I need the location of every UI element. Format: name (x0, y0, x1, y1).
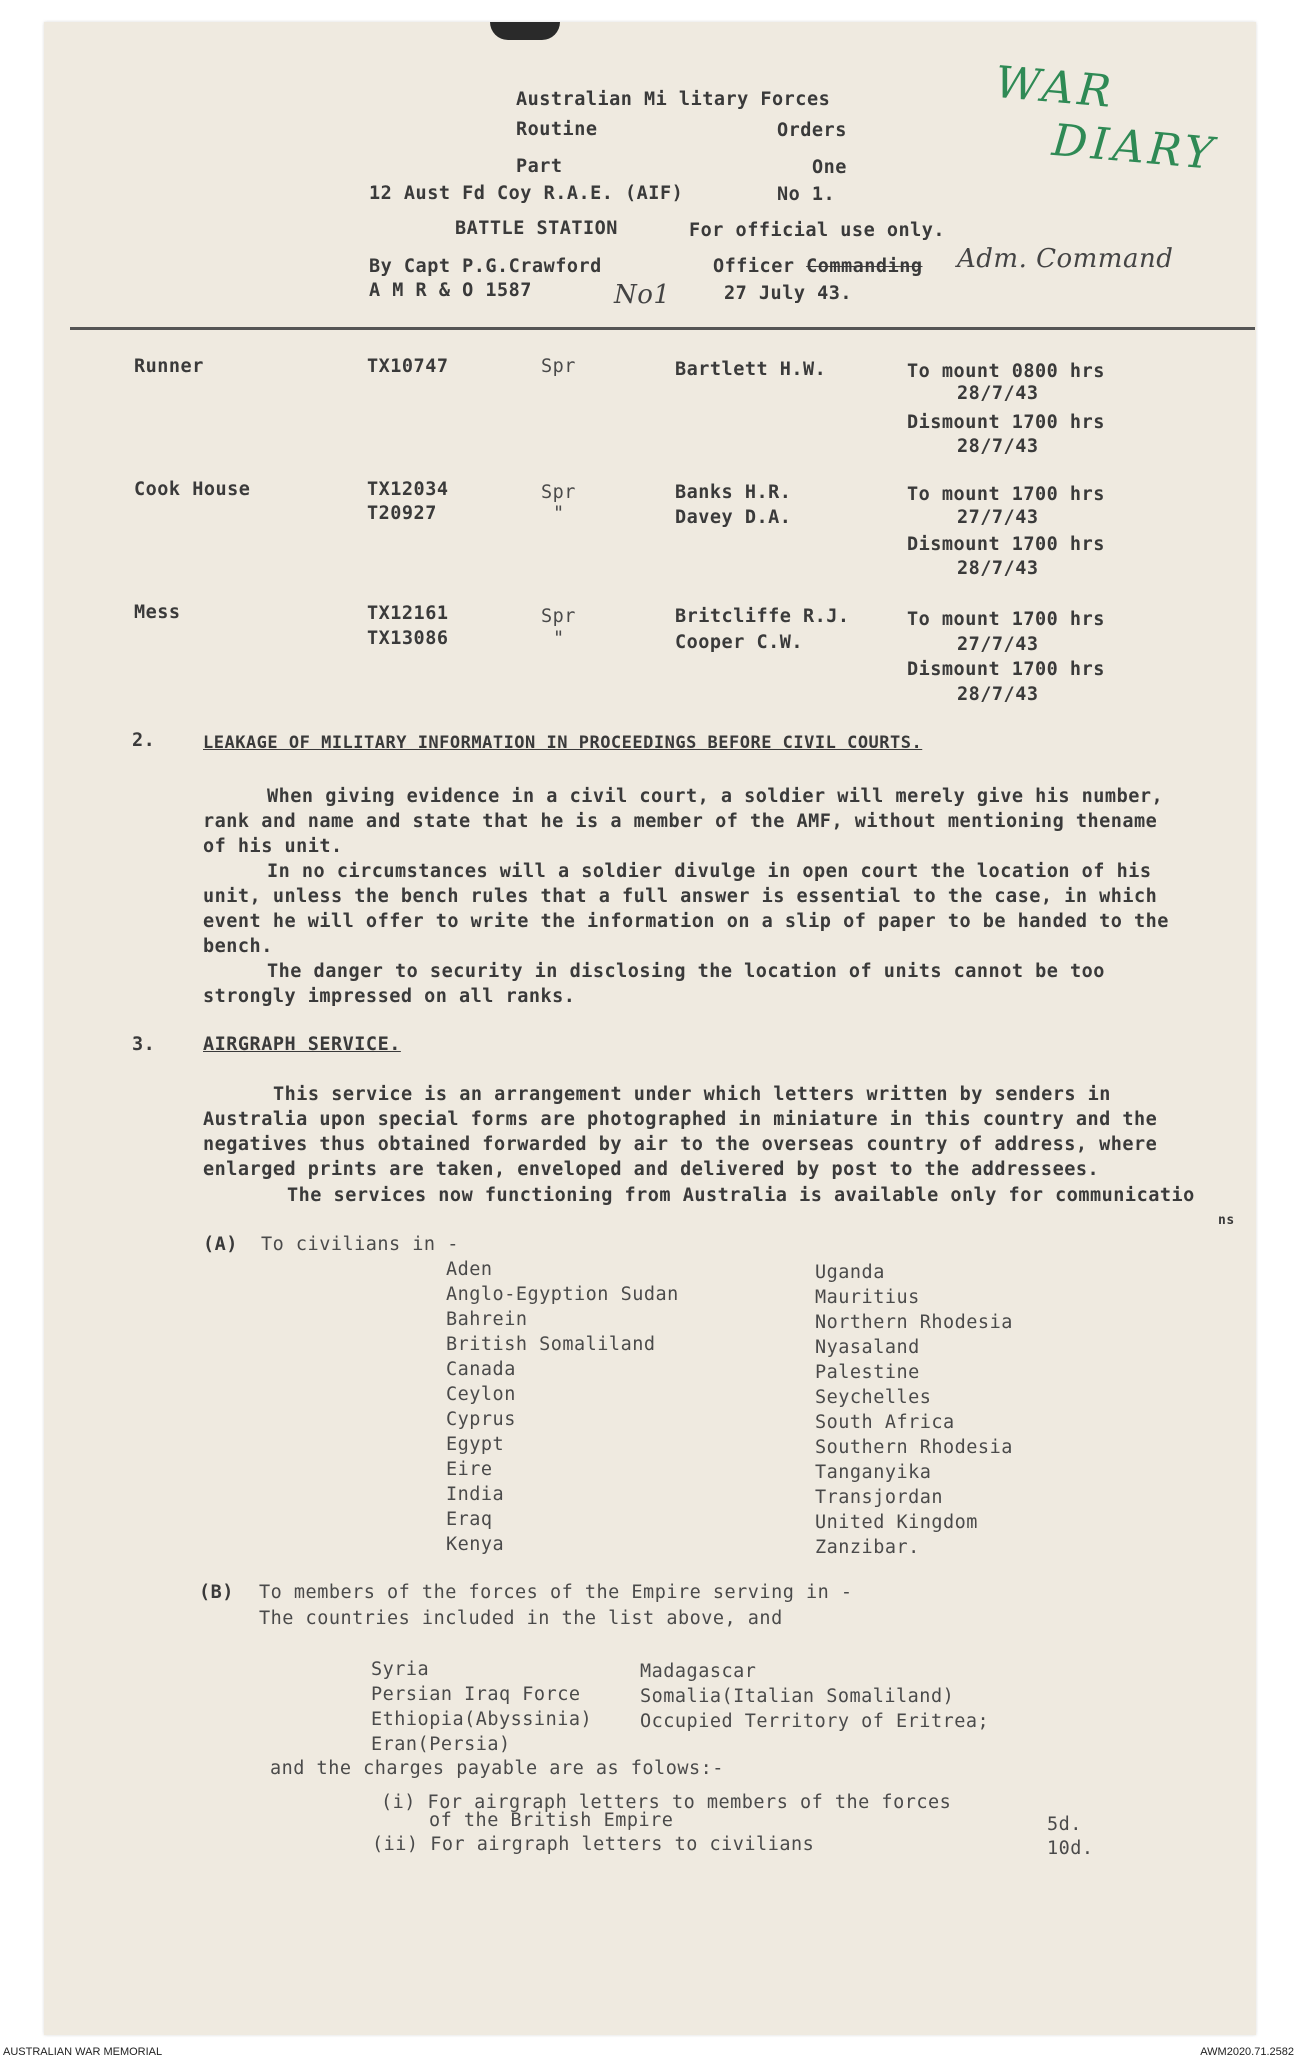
duty-time: 28/7/43 (957, 684, 1039, 705)
duty-time: Dismount 1700 hrs (907, 659, 1105, 680)
duty-role: Mess (134, 602, 181, 623)
country-item: Tanganyika (815, 1462, 932, 1483)
footer-source: AUSTRALIAN WAR MEMORIAL (3, 2046, 163, 2058)
header-author: By Capt P.G.Crawford (369, 256, 602, 277)
section-2-paragraph: When giving evidence in a civil court, a soldier will merely give his number, rank and name and state that he is a member of the AMF, without mentioning thename of his unit. (203, 786, 1164, 857)
footer-reference: AWM2020.71.2582 (1200, 2046, 1294, 2058)
country-item: Aden (446, 1259, 493, 1280)
country-item: Palestine (815, 1362, 920, 1383)
territory-item: Persian Iraq Force (371, 1684, 581, 1705)
header-part: Part (516, 156, 563, 177)
list-b-text: To members of the forces of the Empire serving in - (259, 1582, 853, 1603)
header-one: One (812, 157, 847, 178)
country-item: Eraq (446, 1509, 493, 1530)
duty-number: TX10747 (367, 356, 449, 377)
charge-1-price: 5d. (1047, 1814, 1082, 1835)
ink-blot (490, 22, 560, 40)
country-item: Mauritius (815, 1287, 920, 1308)
duty-time: Dismount 1700 hrs (907, 412, 1105, 433)
duty-time: 28/7/43 (957, 558, 1039, 579)
duty-time: To mount 1700 hrs (907, 484, 1105, 505)
header-divider (70, 327, 1255, 330)
section-3-paragraph: This service is an arrangement under which letters written by senders in Australia upon special forms are photographed in miniature in this country and the negatives thus obtained forwarded by air to the overseas country of address, where enlarged prints are taken, enveloped and delivered by post to the addressees. (203, 1084, 1158, 1180)
struck-commanding: Commanding (806, 256, 923, 277)
duty-number: T20927 (367, 503, 437, 524)
duty-number: TX12034 (367, 479, 449, 500)
duty-name: Davey D.A. (675, 507, 792, 528)
country-item: Cyprus (446, 1409, 516, 1430)
country-item: Northern Rhodesia (815, 1312, 1013, 1333)
country-item: South Africa (815, 1412, 955, 1433)
duty-time: 27/7/43 (957, 634, 1039, 655)
handwritten-adm-command: Adm. Command (957, 244, 1174, 274)
duty-name: Cooper C.W. (675, 632, 804, 653)
charges-intro: and the charges payable are as folows:- (270, 1758, 724, 1779)
country-item: Transjordan (815, 1487, 944, 1508)
duty-rank: Spr (541, 606, 576, 627)
handwritten-number: No1 (614, 280, 671, 310)
country-item: United Kingdom (815, 1512, 978, 1533)
country-item: Bahrein (446, 1309, 528, 1330)
duty-name: Banks H.R. (675, 482, 792, 503)
country-item: Kenya (446, 1534, 505, 1555)
country-item: Seychelles (815, 1387, 932, 1408)
country-item: India (446, 1484, 505, 1505)
section-3-number: 3. (132, 1034, 156, 1055)
duty-time: 28/7/43 (957, 383, 1039, 404)
war-stamp: WAR (993, 56, 1117, 119)
charge-1-continued: of the British Empire (429, 1810, 674, 1831)
territory-item: Ethiopia(Abyssinia) (371, 1709, 593, 1730)
header-battle-station: BATTLE STATION (455, 218, 618, 239)
territory-item: Eran(Persia) (371, 1734, 511, 1755)
country-item: Zanzibar. (815, 1537, 920, 1558)
diary-stamp: DIARY (1050, 114, 1220, 181)
header-amr: A M R & O 1587 (369, 280, 532, 301)
country-item: Canada (446, 1359, 516, 1380)
duty-role: Cook House (134, 479, 251, 500)
duty-role: Runner (134, 356, 204, 377)
section-2-number: 2. (132, 730, 156, 751)
duty-name: Britcliffe R.J. (675, 606, 850, 627)
territory-item: Somalia(Italian Somaliland) (640, 1686, 955, 1707)
country-item: Anglo-Egyption Sudan (446, 1284, 679, 1305)
country-item: Eire (446, 1459, 493, 1480)
duty-rank: Spr (541, 356, 576, 377)
duty-number: TX13086 (367, 628, 449, 649)
duty-rank: " (553, 503, 565, 524)
header-orders: Orders (777, 120, 847, 141)
section-2-paragraph: The danger to security in disclosing the location of units cannot be too strongly impressed on all ranks. (203, 961, 1105, 1007)
header-unit: 12 Aust Fd Coy R.A.E. (AIF) (369, 183, 684, 204)
header-date: 27 July 43. (724, 283, 853, 304)
list-a-label: (A) (203, 1234, 238, 1255)
duty-rank: " (553, 628, 565, 649)
section-3-heading: AIRGRAPH SERVICE. (203, 1034, 401, 1055)
duty-time: Dismount 1700 hrs (907, 534, 1105, 555)
country-item: Uganda (815, 1262, 885, 1283)
country-item: Egypt (446, 1434, 505, 1455)
duty-rank: Spr (541, 482, 576, 503)
header-official-use: For official use only. (689, 220, 946, 241)
country-item: British Somaliland (446, 1334, 656, 1355)
duty-time: To mount 1700 hrs (907, 609, 1105, 630)
charge-2-price: 10d. (1047, 1838, 1094, 1859)
list-a-text: To civilians in - (261, 1234, 459, 1255)
section-2-heading: LEAKAGE OF MILITARY INFORMATION IN PROCEEDINGS BEFORE CIVIL COURTS. (203, 733, 923, 753)
territory-item: Syria (371, 1659, 430, 1680)
list-b-label: (B) (199, 1582, 234, 1603)
territory-item: Madagascar (640, 1661, 757, 1682)
charge-2: (ii) For airgraph letters to civilians (372, 1834, 815, 1855)
continuation-ns: ns (1218, 1213, 1235, 1228)
country-item: Southern Rhodesia (815, 1437, 1013, 1458)
duty-time: 28/7/43 (957, 436, 1039, 457)
document-sheet (44, 22, 1256, 2035)
country-item: Nyasaland (815, 1337, 920, 1358)
duty-time: 27/7/43 (957, 507, 1039, 528)
header-officer: Officer Commanding (713, 256, 923, 277)
duty-name: Bartlett H.W. (675, 359, 827, 380)
header-title: Australian Mi litary Forces (516, 89, 831, 110)
section-3-paragraph-2: The services now functioning from Australia is available only for communicatio (287, 1185, 1195, 1206)
duty-number: TX12161 (367, 603, 449, 624)
section-2-paragraph: In no circumstances will a soldier divulge in open court the location of his unit, unless the bench rules that a full answer is essential to the case, in which event he will offer to write the information on a slip of paper to be handed to the bench. (203, 861, 1169, 957)
header-order-number: No 1. (777, 184, 836, 205)
duty-time: To mount 0800 hrs (907, 361, 1105, 382)
charge-1: (i) For airgraph letters to members of the forces (381, 1792, 952, 1813)
list-b-text: The countries included in the list above, and (259, 1608, 783, 1629)
territory-item: Occupied Territory of Eritrea; (640, 1711, 990, 1732)
header-routine: Routine (516, 119, 598, 140)
country-item: Ceylon (446, 1384, 516, 1405)
